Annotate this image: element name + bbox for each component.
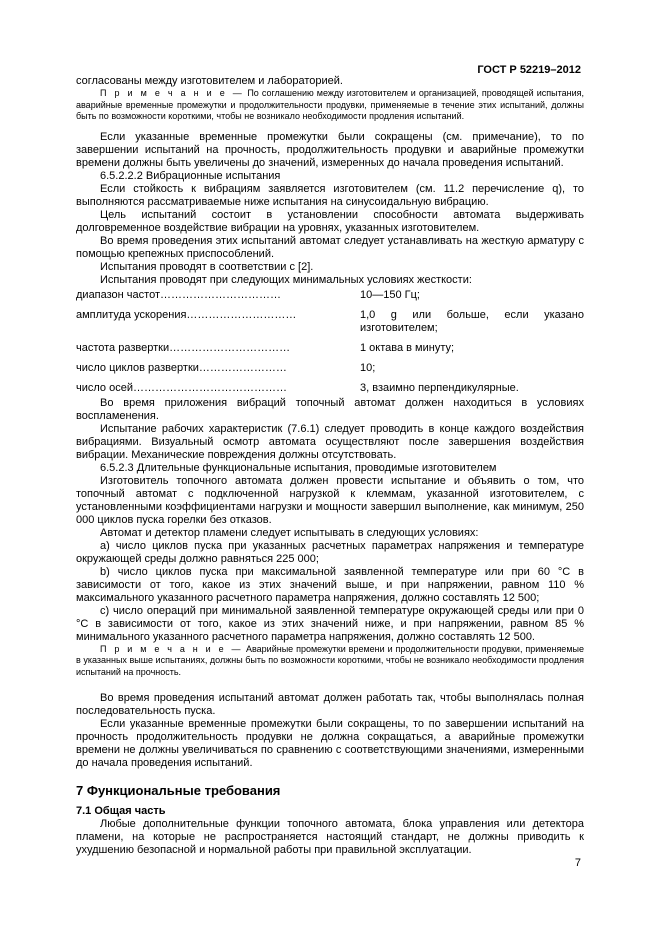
condition-value: 10—150 Гц;: [360, 288, 420, 301]
condition-value: 3, взаимно перпендикулярные.: [360, 381, 519, 394]
paragraph: Цель испытаний состоит в установлении способности автомата выдерживать долговременное воздействие вибрации на уровнях, указанных изготовителем.: [76, 208, 584, 234]
subsection-heading: 6.5.2.3 Длительные функциональные испытания, проводимые изготовителем: [100, 461, 497, 474]
note: [76, 644, 584, 679]
paragraph: Если стойкость к вибрациям заявляется изготовителем (см. 11.2 перечисление q), то выполняются рассматриваемые ниже испытания на синусоидальную вибрацию.: [76, 182, 584, 208]
note-label: П р и м е ч а н и е —: [100, 88, 245, 98]
paragraph: Испытания проводят при следующих минимальных условиях жесткости:: [100, 273, 472, 286]
condition-value: 1 октава в минуту;: [360, 341, 455, 354]
paragraph: Изготовитель топочного автомата должен провести испытание и объявить о том, что топочный автомат с подключенной нагрузкой к клеммам, указанной изготовителем, с установленными коэффициентами нагрузки и мощности завершил выполнение, как минимум, 250 000 циклов пуска горелки без отказов.: [76, 474, 584, 526]
list-item: b) число циклов пуска при максимальной заявленной температуре или при 60 °С в зависимости от того, какое из этих значений выше, и при напряжении, равном 110 % максимального указанного расчетного параметра напряжения, должно составлять 12 500;: [76, 565, 584, 604]
paragraph: Испытания проводят в соответствии с [2].: [100, 260, 314, 273]
subsection-heading: 7.1 Общая часть: [76, 805, 166, 817]
paragraph: согласованы между изготовителем и лабораторией.: [76, 75, 343, 87]
paragraph: Во время приложения вибраций топочный автомат должен находиться в условиях воспламенения.: [76, 396, 584, 422]
list-item: а) число циклов пуска при указанных расчетных параметрах напряжения и температуре окружающей среды должно равняться 225 000;: [76, 539, 584, 565]
condition-param: число циклов развертки……………………: [76, 361, 287, 374]
condition-param: амплитуда ускорения…………………………: [76, 308, 297, 321]
paragraph: Во время проведения этих испытаний автомат следует устанавливать на жесткую арматуру с помощью крепежных приспособлений.: [76, 234, 584, 260]
condition-param: число осей……………………………………: [76, 381, 287, 394]
note-text: По соглашению между изготовителем и организацией, проводящей испытания, аварийные временные промежутки и продолжительности продувки, применяемые в течение этих испытаний, должны быть по возможности короткими, чтобы не возникало необходимости продления испытаний.: [76, 88, 584, 121]
table-row: [76, 289, 584, 302]
note-text: Аварийные промежутки времени и продолжительности продувки, применяемые в указанных выше испытаниях, должны быть по возможности короткими, чтобы не возникало необходимости продления испытаний на прочность.: [76, 643, 584, 677]
condition-param: частота развертки……………………………: [76, 341, 291, 354]
test-conditions-table: [76, 289, 584, 395]
paragraph: Автомат и детектор пламени следует испытывать в следующих условиях:: [100, 526, 479, 539]
condition-value: 1,0 g или больше, если указано изготовителем;: [360, 308, 584, 334]
document-body: [76, 75, 584, 857]
condition-value: 10;: [360, 361, 376, 374]
section-heading: 7 Функциональные требования: [76, 783, 281, 798]
page-number: 7: [574, 857, 581, 869]
table-row: [76, 355, 584, 375]
note: [76, 88, 584, 123]
standard-header: ГОСТ Р 52219–2012: [477, 64, 581, 76]
condition-param: диапазон частот……………………………: [76, 288, 281, 301]
paragraph: Если указанные временные промежутки были сокращены (см. примечание), то по завершении испытаний на прочность, продолжительность продувки и аварийные промежутки времени должны быть увеличены до значений, измеренных до начала проведения испытаний.: [76, 130, 584, 169]
paragraph: Во время проведения испытаний автомат должен работать так, чтобы выполнялась полная последовательность пуска.: [76, 692, 584, 717]
table-row: [76, 302, 584, 335]
table-row: [76, 375, 584, 395]
note-label: П р и м е ч а н и е —: [100, 643, 244, 654]
list-item: с) число операций при минимальной заявленной температуре окружающей среды или при 0 °С в зависимости от того, какое из этих значений ниже, и при напряжении, равном 85 % минимального указанного расчетного параметра напряжения, должно составлять 12 500.: [76, 604, 584, 643]
paragraph: Испытание рабочих характеристик (7.6.1) следует проводить в конце каждого воздействия вибрациями. Визуальный осмотр автомата осуществляют после завершения воздействия вибрации. Механические повреждения должны отсутствовать.: [76, 422, 584, 461]
subsection-heading: 6.5.2.2.2 Вибрационные испытания: [100, 169, 281, 182]
table-row: [76, 335, 584, 355]
paragraph: Если указанные временные промежутки были сокращены, то по завершении испытаний на прочность продолжительность продувки не должна сокращаться, а аварийные промежутки времени не должны увеличиваться по сравнению с соответствующими значениями, измеренными до начала проведения испытаний.: [76, 718, 584, 769]
paragraph: Любые дополнительные функции топочного автомата, блока управления или детектора пламени, на которые не распространяется настоящий стандарт, не должны приводить к ухудшению безопасной и нормальной работы при правильной эксплуатации.: [76, 818, 584, 856]
